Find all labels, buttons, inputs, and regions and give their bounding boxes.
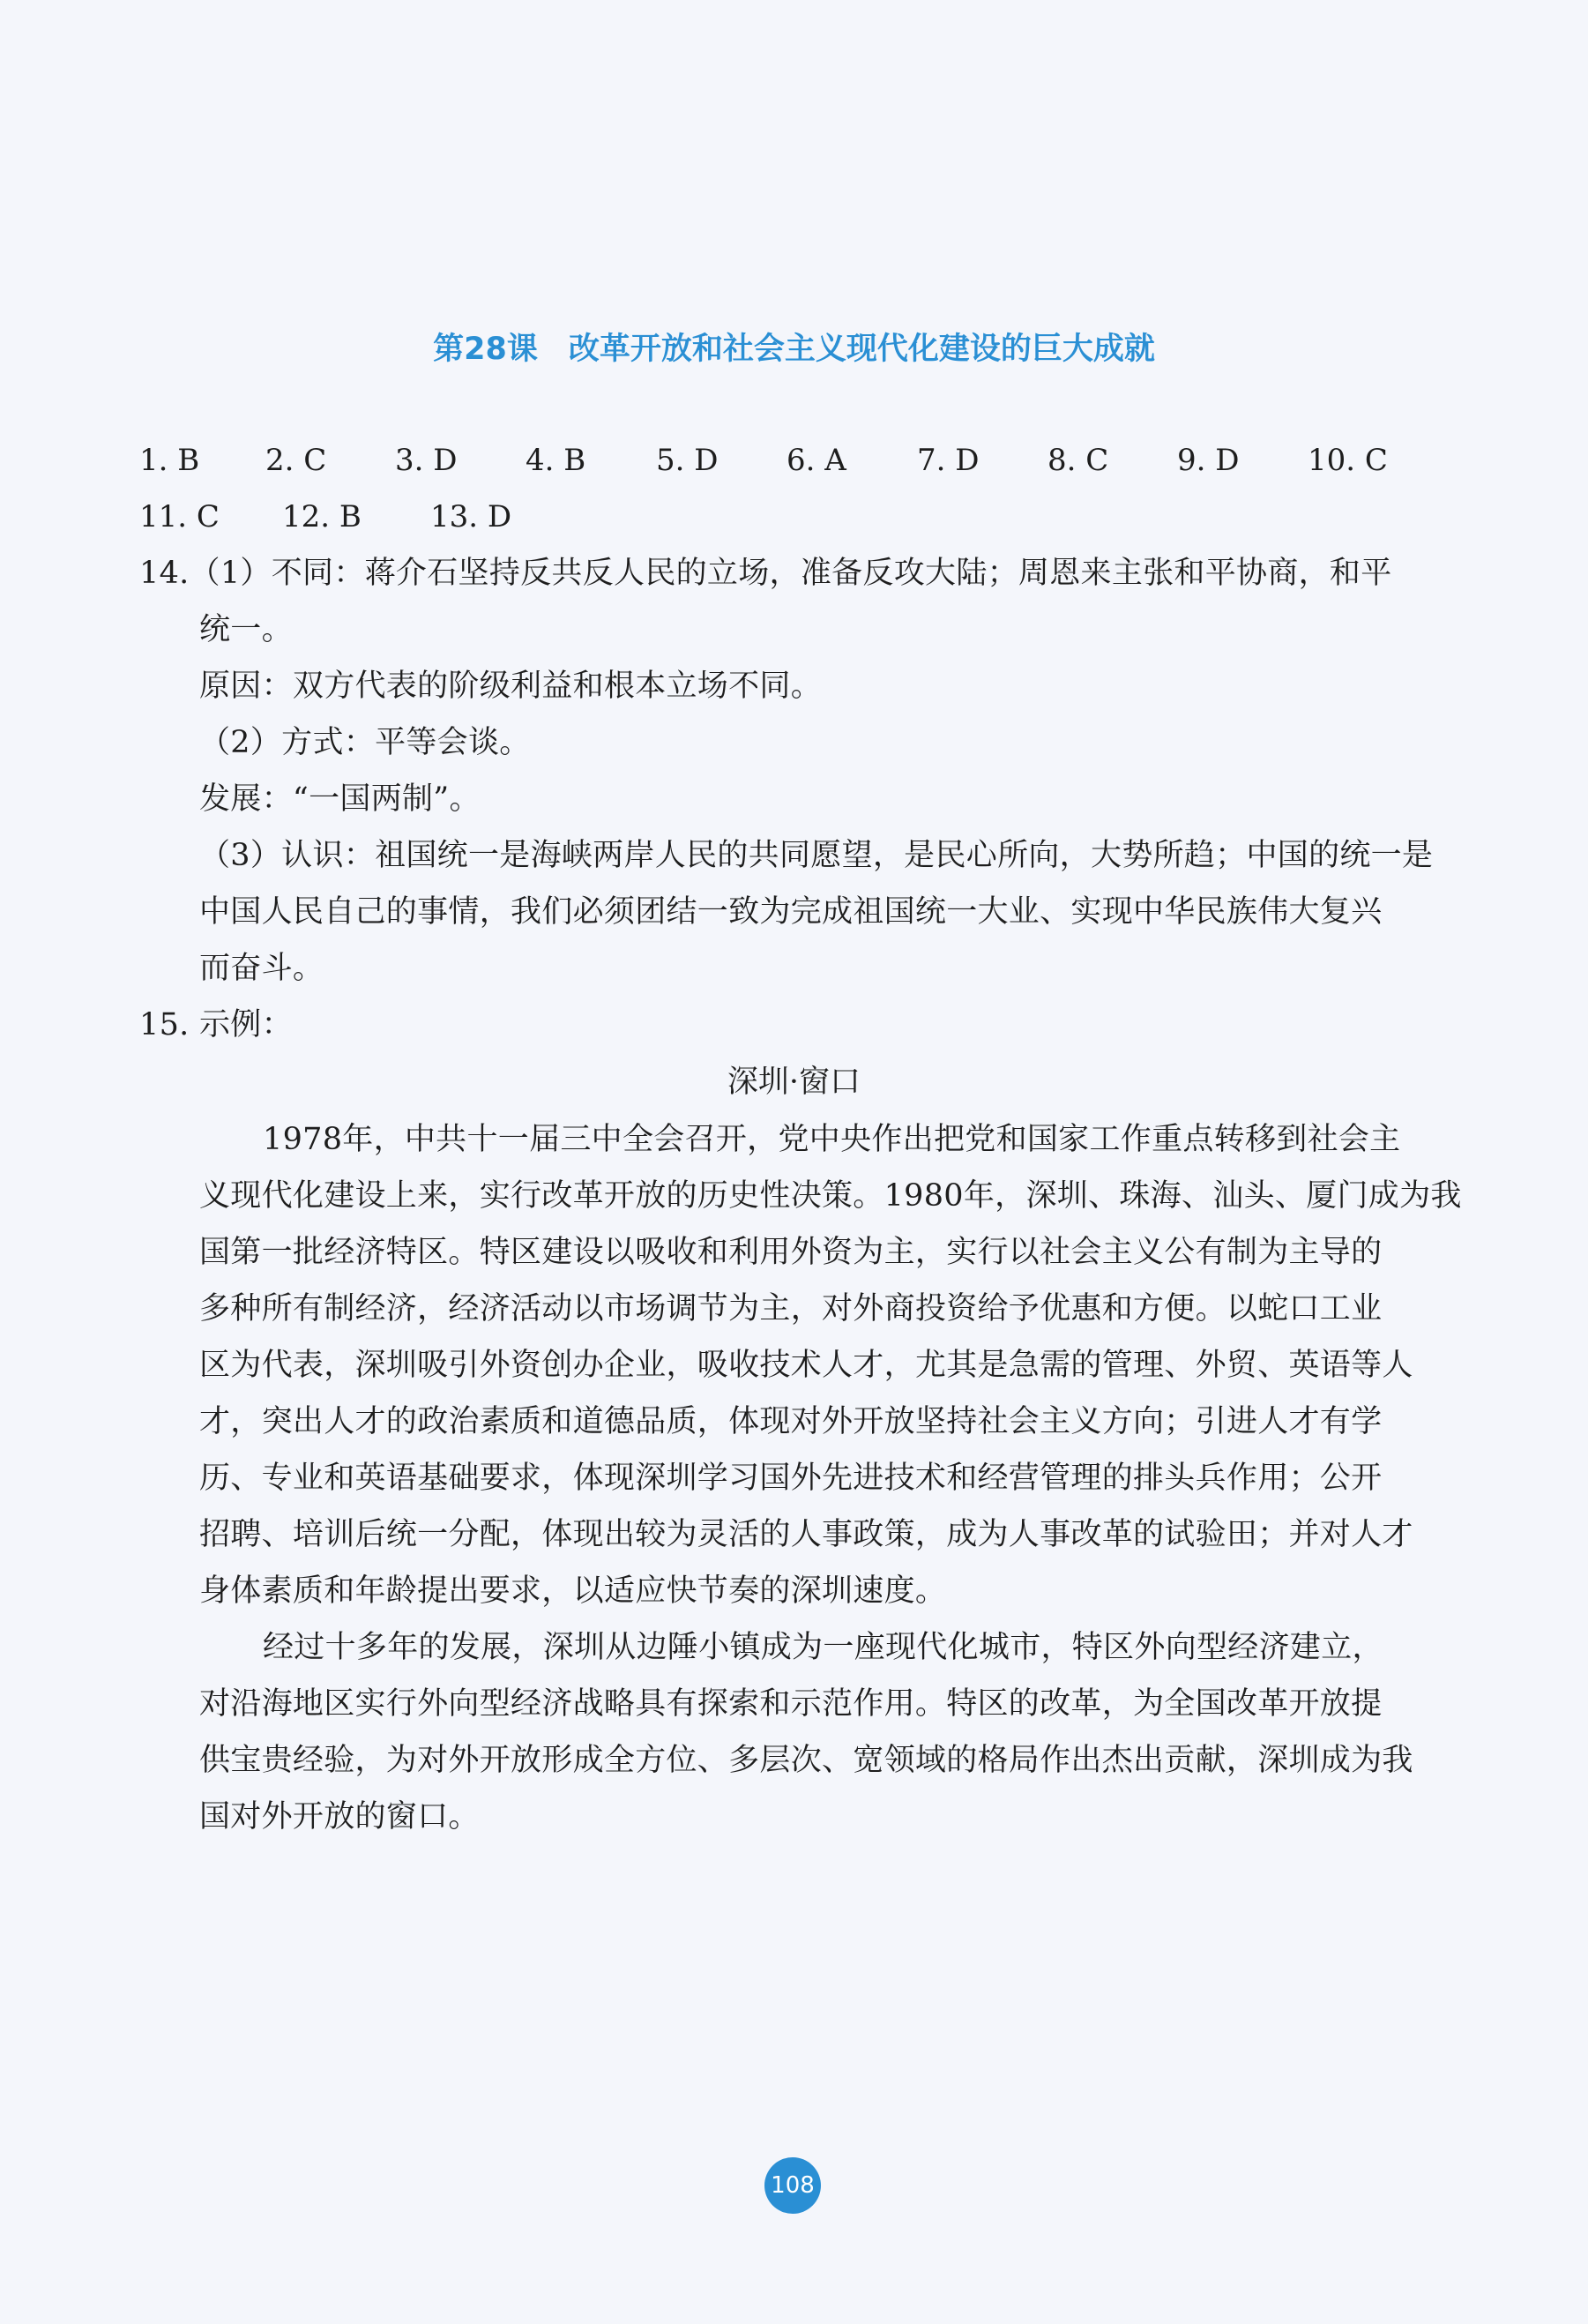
q15-para1-line: 国第一批经济特区。特区建设以吸收和利用外资为主，实行以社会主义公有制为主导的	[199, 1235, 1383, 1270]
q14-part3-line1: （3）认识：祖国统一是海峡两岸人民的共同愿望，是民心所向，大势所趋；中国的统一是	[199, 838, 1434, 873]
choice-answer: 13. D	[430, 499, 512, 534]
choice-answer: 12. B	[282, 499, 362, 534]
choice-answer: 4. B	[526, 443, 586, 478]
choice-answers-row-1	[139, 441, 1462, 480]
q14-part3-line3: 而奋斗。	[199, 951, 324, 986]
q14-reason: 原因：双方代表的阶级利益和根本立场不同。	[199, 669, 823, 704]
choice-answer: 9. D	[1177, 443, 1240, 478]
choice-answer: 8. C	[1047, 443, 1109, 478]
q15-para1-line: 多种所有制经济，经济活动以市场调节为主，对外商投资给予优惠和方便。以蛇口工业	[199, 1291, 1383, 1326]
q14-part2-development: 发展：“一国两制”。	[199, 781, 481, 817]
q14-part1-line2: 统一。	[199, 612, 293, 647]
q15-para1-line: 历、专业和英语基础要求，体现深圳学习国外先进技术和经营管理的排头兵作用；公开	[199, 1461, 1383, 1496]
choice-answer: 2. C	[265, 443, 327, 478]
q15-para1-line: 才，突出人才的政治素质和道德品质，体现对外开放坚持社会主义方向；引进人才有学	[199, 1404, 1383, 1439]
q14-part2-method: （2）方式：平等会谈。	[199, 725, 531, 760]
choice-answer: 5. D	[656, 443, 719, 478]
q14-part1-line1: 14.（1）不同：蒋介石坚持反共反人民的立场，准备反攻大陆；周恩来主张和平协商，和平	[139, 556, 1392, 591]
q15-essay-title: 深圳·窗口	[727, 1065, 861, 1100]
q15-para1-line: 义现代化建设上来，实行改革开放的历史性决策。1980年，深圳、珠海、汕头、厦门成为我	[199, 1178, 1462, 1214]
choice-answer: 1. B	[139, 443, 200, 478]
q15-para2-line: 供宝贵经验，为对外开放形成全方位、多层次、宽领域的格局作出杰出贡献，深圳成为我	[199, 1743, 1413, 1778]
q15-para2-line: 对沿海地区实行外向型经济战略具有探索和示范作用。特区的改革，为全国改革开放提	[199, 1686, 1383, 1722]
q15-para1-line: 区为代表，深圳吸引外资创办企业，吸收技术人才，尤其是急需的管理、外贸、英语等人	[199, 1348, 1413, 1383]
page-number: 108	[764, 2157, 821, 2214]
q14-part3-line2: 中国人民自己的事情，我们必须团结一致为完成祖国统一大业、实现中华民族伟大复兴	[199, 894, 1383, 930]
choice-answers-row-2	[139, 497, 668, 536]
q15-para2-line: 经过十多年的发展，深圳从边陲小镇成为一座现代化城市，特区外向型经济建立，	[263, 1630, 1383, 1665]
choice-answer: 6. A	[787, 443, 846, 478]
choice-answer: 7. D	[917, 443, 980, 478]
q15-para1-line: 招聘、培训后统一分配，体现出较为灵活的人事政策，成为人事改革的试验田；并对人才	[199, 1517, 1413, 1552]
choice-answer: 10. C	[1308, 443, 1388, 478]
q15-label: 15. 示例：	[139, 1007, 293, 1042]
lesson-title: 第28课 改革开放和社会主义现代化建设的巨大成就	[433, 332, 1155, 367]
q15-para2-line: 国对外开放的窗口。	[199, 1799, 480, 1835]
q15-para1-line: 1978年，中共十一届三中全会召开，党中央作出把党和国家工作重点转移到社会主	[263, 1122, 1401, 1157]
q15-para1-line: 身体素质和年龄提出要求，以适应快节奏的深圳速度。	[199, 1573, 947, 1609]
choice-answer: 3. D	[395, 443, 458, 478]
choice-answer: 11. C	[139, 499, 220, 534]
